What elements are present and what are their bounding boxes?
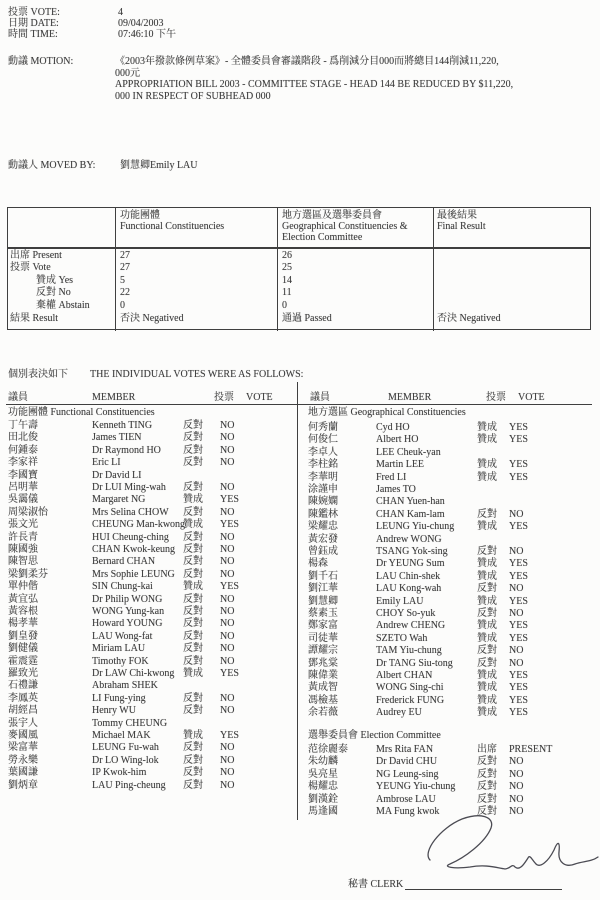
member-name-cn: 吳靄儀: [8, 494, 38, 506]
vote-value-en: YES: [509, 459, 528, 471]
vote-value-cn: 反對: [477, 645, 497, 657]
vote-value-en: NO: [220, 568, 235, 580]
vote-value-en: YES: [509, 694, 528, 706]
vote-value-en: YES: [509, 422, 528, 433]
member-name-cn: 劉江華: [308, 583, 338, 595]
member-name-cn: 范徐麗泰: [308, 744, 348, 755]
vote-value-cn: 反對: [477, 657, 497, 669]
summary-col-final-cn: 最後結果: [437, 210, 477, 221]
vote-value-cn: 贊成: [477, 422, 497, 433]
vote-value-cn: 贊成: [477, 632, 497, 644]
member-name-cn: 蔡素玉: [308, 608, 338, 619]
vote-value-en: NO: [220, 630, 235, 642]
member-name-en: TSANG Yok-sing: [376, 546, 448, 557]
vote-value-en: NO: [220, 531, 235, 543]
member-name-cn: 曾鈺成: [308, 546, 338, 557]
member-name-cn: 李柱銘: [308, 459, 338, 471]
vote-value-en: NO: [509, 608, 524, 619]
member-name-cn: 羅致光: [8, 668, 38, 679]
motion-line-2: 000元: [115, 67, 140, 79]
member-name-en: CHOY So-yuk: [376, 608, 436, 619]
vote-value-en: NO: [220, 742, 235, 754]
column-divider-line: [297, 382, 298, 820]
vote-value-en: NO: [509, 657, 524, 669]
member-name-cn: 勞永樂: [8, 754, 38, 766]
vote-value-cn: 贊成: [477, 471, 497, 483]
summary-gc-value: 通過 Passed: [282, 313, 332, 324]
member-name-en: Emily LAU: [376, 595, 424, 607]
vote-value-en: NO: [509, 756, 524, 768]
member-name-en: NG Leung-sing: [376, 768, 439, 780]
vote-value-en: YES: [509, 595, 528, 607]
vote-value-en: NO: [220, 556, 235, 568]
right-col-vote-en: VOTE: [518, 392, 545, 403]
summary-row-label: 棄權 Abstain: [36, 299, 90, 311]
vote-value-cn: 贊成: [183, 494, 203, 506]
vote-value-en: NO: [220, 457, 235, 469]
vote-value-en: YES: [220, 730, 239, 741]
summary-fc-value: 5: [120, 274, 125, 286]
moved-by-value: 劉慧卿Emily LAU: [120, 160, 198, 171]
member-name-en: Dr Raymond HO: [92, 444, 161, 456]
vote-value-en: YES: [509, 682, 528, 694]
vote-value-en: NO: [220, 705, 235, 717]
member-name-en: LAU Wong-fat: [92, 630, 153, 642]
vote-value-en: NO: [220, 606, 235, 617]
summary-col-gc-cn: 地方選區及選舉委員會: [282, 210, 382, 221]
member-name-cn: 梁耀忠: [308, 521, 338, 533]
group-functional-constituencies: 功能團體 Functional Constituencies: [8, 407, 155, 418]
member-name-cn: 鄧兆棠: [308, 657, 338, 669]
vote-value-en: YES: [509, 670, 528, 681]
member-name-cn: 楊孝華: [8, 618, 38, 630]
member-name-en: Dr LO Wing-lok: [92, 754, 159, 766]
vote-value-en: NO: [220, 692, 235, 704]
vote-value-cn: 反對: [477, 583, 497, 595]
motion-line-4: 000 IN RESPECT OF SUBHEAD 000: [115, 90, 271, 102]
member-name-cn: 劉千石: [308, 570, 338, 582]
vote-value-en: NO: [509, 781, 524, 793]
vote-value-cn: 反對: [183, 556, 203, 568]
summary-table-vline-3: [433, 207, 434, 331]
member-name-en: LEE Cheuk-yan: [376, 446, 441, 458]
summary-col-gc-en2: Election Committee: [282, 232, 363, 243]
member-name-cn: 丁午壽: [8, 420, 38, 431]
clerk-signature: [402, 812, 600, 882]
member-name-cn: 張文光: [8, 519, 38, 531]
member-name-en: Howard YOUNG: [92, 618, 163, 630]
vote-value-cn: 反對: [183, 754, 203, 766]
vote-value-cn: 反對: [183, 506, 203, 518]
summary-row-label: 出席 Present: [10, 250, 62, 261]
member-name-en: Tommy CHEUNG: [92, 717, 168, 729]
member-name-cn: 司徒華: [308, 632, 338, 644]
vote-value-cn: 反對: [477, 608, 497, 619]
member-name-cn: 張宇人: [8, 717, 38, 729]
member-name-en: YEUNG Yiu-chung: [376, 781, 456, 793]
member-name-en: WONG Yung-kan: [92, 606, 165, 617]
member-name-en: HUI Cheung-ching: [92, 531, 169, 543]
date-label: 日期 DATE:: [8, 18, 59, 29]
summary-table-header-separator: [7, 247, 591, 249]
summary-fc-value: 22: [120, 287, 130, 298]
member-name-cn: 余若薇: [308, 707, 338, 719]
vote-value-en: NO: [220, 779, 235, 791]
member-name-en: Dr TANG Siu-tong: [376, 657, 453, 669]
vote-value-cn: 反對: [477, 756, 497, 768]
moved-by-label: 動議人 MOVED BY:: [8, 160, 96, 171]
member-name-cn: 李卓人: [308, 446, 338, 458]
member-name-en: LEUNG Fu-wah: [92, 742, 159, 754]
vote-value-cn: 贊成: [477, 595, 497, 607]
vote-value-en: YES: [509, 707, 528, 719]
vote-value-cn: 反對: [183, 742, 203, 754]
vote-value-cn: 反對: [477, 806, 497, 817]
member-name-cn: 何鍾泰: [8, 444, 38, 456]
member-name-cn: 田北俊: [8, 432, 38, 444]
vote-value-cn: 反對: [183, 444, 203, 456]
member-name-en: Dr Philip WONG: [92, 593, 163, 605]
vote-value-cn: 贊成: [477, 694, 497, 706]
member-name-cn: 劉健儀: [8, 643, 38, 655]
vote-value-cn: 贊成: [477, 620, 497, 632]
motion-line-3: APPROPRIATION BILL 2003 - COMMITTEE STAGE - HEAD 144 BE REDUCED BY $11,220,: [115, 79, 514, 90]
member-name-en: CHAN Yuen-han: [376, 496, 445, 508]
member-name-en: LAU Chin-shek: [376, 570, 441, 582]
vote-number-value: 4: [118, 7, 123, 18]
member-name-en: Henry WU: [92, 705, 136, 717]
vote-value-cn: 反對: [477, 793, 497, 805]
vote-value-en: NO: [220, 593, 235, 605]
vote-value-en: YES: [509, 620, 528, 632]
vote-value-en: NO: [509, 768, 524, 780]
individual-header-rule: [6, 404, 592, 406]
vote-value-en: NO: [220, 618, 235, 630]
vote-value-cn: 反對: [183, 705, 203, 717]
vote-value-en: YES: [509, 570, 528, 582]
summary-fc-value: 否決 Negatived: [120, 313, 184, 324]
member-name-cn: 涂謹申: [308, 484, 338, 495]
vote-value-cn: 反對: [183, 655, 203, 667]
member-name-cn: 鄭家富: [308, 620, 338, 632]
summary-gc-value: 0: [282, 299, 287, 311]
vote-value-cn: 反對: [477, 781, 497, 793]
vote-value-cn: 反對: [183, 568, 203, 580]
member-name-en: Andrew WONG: [376, 533, 442, 545]
vote-value-cn: 贊成: [183, 581, 203, 593]
member-name-en: IP Kwok-him: [92, 767, 147, 779]
member-name-cn: 朱幼麟: [308, 756, 338, 768]
group-election-committee: 選舉委員會 Election Committee: [308, 730, 441, 741]
member-name-cn: 黃宜弘: [8, 593, 38, 605]
member-name-en: Dr YEUNG Sum: [376, 558, 445, 570]
member-name-cn: 吳亮星: [308, 768, 338, 780]
member-name-en: CHAN Kwok-keung: [92, 544, 176, 555]
member-name-en: Andrew CHENG: [376, 620, 446, 632]
member-name-en: Dr David CHU: [376, 756, 438, 768]
member-name-en: Frederick FUNG: [376, 694, 445, 706]
member-name-en: Albert CHAN: [376, 670, 433, 681]
member-name-en: Fred LI: [376, 471, 407, 483]
vote-value-cn: 贊成: [477, 682, 497, 694]
right-col-member-en: MEMBER: [388, 392, 432, 403]
vote-value-cn: 反對: [183, 457, 203, 469]
member-name-cn: 劉漢銓: [308, 793, 338, 805]
vote-value-en: YES: [220, 581, 239, 593]
vote-value-cn: 贊成: [477, 570, 497, 582]
vote-value-en: NO: [220, 754, 235, 766]
vote-value-en: NO: [220, 506, 235, 518]
vote-value-en: NO: [220, 643, 235, 655]
summary-gc-value: 11: [282, 287, 292, 298]
time-label: 時間 TIME:: [8, 29, 58, 40]
member-name-cn: 許長青: [8, 531, 38, 543]
summary-col-final-en: Final Result: [437, 221, 486, 232]
vote-value-cn: 贊成: [183, 519, 203, 531]
member-name-cn: 劉皇發: [8, 630, 38, 642]
member-name-en: Margaret NG: [92, 494, 146, 506]
right-col-vote-cn: 投票: [486, 392, 506, 403]
member-name-en: Ambrose LAU: [376, 793, 436, 805]
summary-gc-value: 26: [282, 250, 292, 261]
vote-value-en: YES: [509, 632, 528, 644]
vote-value-cn: 贊成: [477, 707, 497, 719]
clerk-signature-line: [405, 889, 562, 890]
member-name-cn: 陳婉嫻: [308, 496, 338, 508]
member-name-cn: 周梁淑怡: [8, 506, 48, 518]
member-name-cn: 陳偉業: [308, 670, 338, 681]
member-name-cn: 李家祥: [8, 457, 38, 469]
member-name-en: Eric LI: [92, 457, 121, 469]
member-name-en: SZETO Wah: [376, 632, 428, 644]
vote-value-en: NO: [220, 432, 235, 444]
member-name-cn: 黃宏發: [308, 533, 338, 545]
member-name-cn: 呂明華: [8, 482, 38, 493]
member-name-cn: 楊耀忠: [308, 781, 338, 793]
member-name-en: Dr David LI: [92, 469, 142, 481]
vote-value-cn: 贊成: [477, 434, 497, 446]
member-name-en: CHEUNG Man-kwong: [92, 519, 186, 531]
member-name-en: James TIEN: [92, 432, 142, 444]
vote-value-en: YES: [220, 494, 239, 506]
vote-value-en: YES: [220, 668, 239, 679]
member-name-en: James TO: [376, 484, 416, 495]
member-name-cn: 李鳳英: [8, 692, 38, 704]
summary-col-gc-en1: Geographical Constituencies &: [282, 221, 408, 232]
vote-value-en: NO: [509, 546, 524, 557]
member-name-cn: 李國寶: [8, 469, 38, 481]
vote-value-en: YES: [509, 521, 528, 533]
member-name-cn: 梁富華: [8, 742, 38, 754]
member-name-en: TAM Yiu-chung: [376, 645, 442, 657]
summary-fc-value: 0: [120, 299, 125, 311]
member-name-en: Dr LUI Ming-wah: [92, 482, 166, 493]
date-value: 09/04/2003: [118, 18, 164, 29]
clerk-label: 秘書 CLERK: [348, 879, 404, 890]
member-name-cn: 梁劉柔芬: [8, 568, 48, 580]
member-name-en: Timothy FOK: [92, 655, 149, 667]
time-value: 07:46:10 下午: [118, 29, 177, 40]
member-name-cn: 劉慧卿: [308, 595, 338, 607]
member-name-en: Audrey EU: [376, 707, 422, 719]
vote-value-cn: 反對: [183, 767, 203, 779]
vote-value-cn: 贊成: [477, 670, 497, 681]
vote-value-cn: 贊成: [477, 558, 497, 570]
vote-value-cn: 反對: [183, 531, 203, 543]
member-name-en: Mrs Rita FAN: [376, 744, 434, 755]
vote-value-cn: 反對: [477, 768, 497, 780]
group-geographical-constituencies: 地方選區 Geographical Constituencies: [308, 407, 466, 418]
member-name-cn: 霍震霆: [8, 655, 38, 667]
vote-value-cn: 反對: [477, 546, 497, 557]
vote-value-en: NO: [220, 444, 235, 456]
vote-number-label: 投票 VOTE:: [8, 7, 60, 18]
member-name-en: LI Fung-ying: [92, 692, 146, 704]
summary-col-fc-cn: 功能團體: [120, 210, 160, 221]
member-name-en: LAU Kong-wah: [376, 583, 442, 595]
vote-value-cn: 反對: [183, 593, 203, 605]
member-name-en: Martin LEE: [376, 459, 425, 471]
member-name-en: LEUNG Yiu-chung: [376, 521, 455, 533]
vote-value-en: NO: [220, 482, 235, 493]
member-name-en: Kenneth TING: [92, 420, 153, 431]
summary-row-label: 結果 Result: [10, 313, 59, 324]
summary-table-vline-2: [277, 207, 278, 331]
member-name-cn: 黃成智: [308, 682, 338, 694]
vote-value-cn: 反對: [183, 482, 203, 493]
vote-value-en: NO: [509, 645, 524, 657]
member-name-en: LAU Ping-cheung: [92, 779, 166, 791]
member-name-en: Albert HO: [376, 434, 419, 446]
member-name-en: Cyd HO: [376, 422, 410, 433]
vote-value-cn: 反對: [183, 630, 203, 642]
member-name-en: Abraham SHEK: [92, 680, 158, 692]
member-name-cn: 陳智思: [8, 556, 38, 568]
motion-label: 動議 MOTION:: [8, 56, 74, 67]
vote-value-en: NO: [220, 420, 235, 431]
member-name-cn: 陳國強: [8, 544, 38, 555]
summary-final-value: 否決 Negatived: [437, 313, 501, 324]
vote-value-cn: 反對: [183, 420, 203, 431]
member-name-en: Mrs Sophie LEUNG: [92, 568, 175, 580]
member-name-cn: 李華明: [308, 471, 338, 483]
individual-heading-en: THE INDIVIDUAL VOTES WERE AS FOLLOWS:: [90, 369, 304, 380]
vote-value-en: YES: [220, 519, 239, 531]
vote-value-cn: 反對: [477, 508, 497, 520]
left-col-member-cn: 議員: [8, 392, 28, 403]
vote-value-cn: 反對: [183, 606, 203, 617]
vote-value-cn: 反對: [183, 779, 203, 791]
member-name-cn: 何俊仁: [308, 434, 338, 446]
summary-table-vline-1: [115, 207, 116, 331]
member-name-cn: 馬逢國: [308, 806, 338, 817]
vote-value-en: NO: [509, 793, 524, 805]
left-col-vote-en: VOTE: [246, 392, 273, 403]
vote-value-cn: 贊成: [183, 730, 203, 741]
summary-col-fc-en: Functional Constituencies: [120, 221, 225, 232]
vote-value-en: NO: [509, 806, 524, 817]
vote-value-cn: 出席: [477, 744, 497, 755]
vote-value-en: YES: [509, 434, 528, 446]
summary-row-label: 贊成 Yes: [36, 274, 74, 286]
member-name-en: Mrs Selina CHOW: [92, 506, 169, 518]
summary-fc-value: 27: [120, 262, 130, 273]
vote-value-en: NO: [220, 655, 235, 667]
member-name-cn: 黃容根: [8, 606, 38, 617]
summary-gc-value: 14: [282, 274, 292, 286]
member-name-cn: 單仲偕: [8, 581, 38, 593]
summary-row-label: 反對 No: [36, 287, 71, 298]
right-col-member-cn: 議員: [310, 392, 330, 403]
member-name-en: Michael MAK: [92, 730, 151, 741]
individual-heading-cn: 個別表決如下: [8, 369, 68, 380]
vote-value-en: NO: [220, 767, 235, 779]
vote-value-cn: 反對: [183, 432, 203, 444]
motion-line-1: 《2003年撥款條例草案》- 全體委員會審議階段 - 爲削減分目000而將總目144削減11,220,: [115, 56, 499, 67]
member-name-en: Bernard CHAN: [92, 556, 156, 568]
summary-fc-value: 27: [120, 250, 130, 261]
member-name-en: MA Fung kwok: [376, 806, 440, 817]
vote-value-cn: 反對: [183, 544, 203, 555]
vote-value-cn: 贊成: [477, 459, 497, 471]
member-name-en: Dr LAW Chi-kwong: [92, 668, 175, 679]
member-name-cn: 葉國謙: [8, 767, 38, 779]
vote-value-en: NO: [509, 583, 524, 595]
vote-value-cn: 反對: [183, 618, 203, 630]
member-name-en: Miriam LAU: [92, 643, 146, 655]
member-name-cn: 陳鑑林: [308, 508, 338, 520]
left-col-member-en: MEMBER: [92, 392, 136, 403]
vote-value-cn: 反對: [183, 692, 203, 704]
member-name-en: SIN Chung-kai: [92, 581, 153, 593]
member-name-cn: 譚耀宗: [308, 645, 338, 657]
vote-value-cn: 贊成: [183, 668, 203, 679]
member-name-cn: 馮檢基: [308, 694, 338, 706]
member-name-cn: 楊森: [308, 558, 328, 570]
vote-value-en: YES: [509, 558, 528, 570]
vote-value-en: YES: [509, 471, 528, 483]
member-name-cn: 麥國風: [8, 730, 38, 741]
member-name-cn: 劉炳章: [8, 779, 38, 791]
summary-gc-value: 25: [282, 262, 292, 273]
vote-value-cn: 贊成: [477, 521, 497, 533]
member-name-en: CHAN Kam-lam: [376, 508, 445, 520]
vote-value-cn: 反對: [183, 643, 203, 655]
member-name-cn: 何秀蘭: [308, 422, 338, 433]
member-name-cn: 胡經昌: [8, 705, 38, 717]
left-col-vote-cn: 投票: [214, 392, 234, 403]
member-name-en: WONG Sing-chi: [376, 682, 444, 694]
summary-row-label: 投票 Vote: [10, 262, 51, 273]
vote-value-en: PRESENT: [509, 744, 553, 755]
member-name-cn: 石禮謙: [8, 680, 38, 692]
vote-value-en: NO: [220, 544, 235, 555]
vote-value-en: NO: [509, 508, 524, 520]
